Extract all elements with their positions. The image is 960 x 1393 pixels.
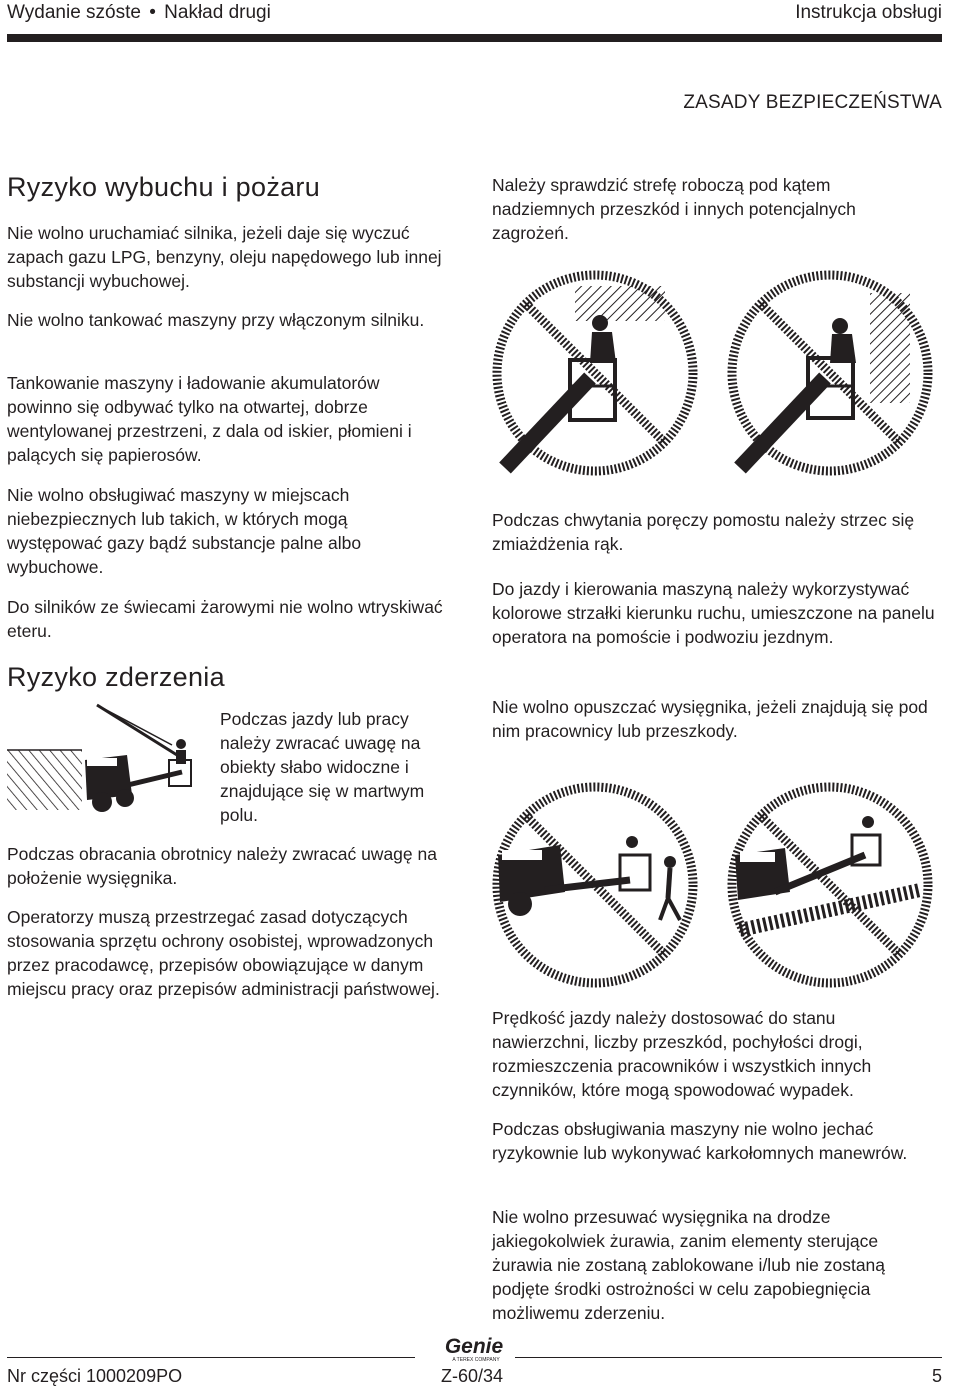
paragraph: Operatorzy muszą przestrzegać zasad dotyczących stosowania sprzętu ochrony osobistej, wprowadzonych przez pracodawcę, przepisów obowiązujące w danym miejscu pracy oraz przepisów administracji państwowej. — [7, 907, 440, 999]
section-label: ZASADY BEZPIECZEŃSTWA — [683, 92, 942, 113]
no-sign-icon — [497, 275, 693, 471]
footer-rule-left — [7, 1357, 415, 1358]
logo-word: Genie — [444, 1335, 504, 1358]
heading-fire-risk: Ryzyko wybuchu i pożaru — [7, 172, 321, 202]
paragraph: Podczas jazdy lub pracy należy zwracać uwagę na obiekty słabo widoczne i znajdujące się w martwym polu. — [220, 709, 425, 825]
paragraph: Prędkość jazdy należy dostosować do stanu nawierzchni, liczby przeszkód, pochyłości drogi, rozmieszczenia pracowników i wszystkich innych czynników, które mogą spowodować wypadek. — [492, 1008, 872, 1100]
blind-spot-illustration — [7, 700, 212, 815]
paragraph: Do silników ze świecami żarowymi nie wolno wtryskiwać eteru. — [7, 597, 443, 641]
paragraph: Do jazdy i kierowania maszyną należy wykorzystywać kolorowe strzałki kierunku ruchu, umieszczone na panelu operatora na pomoście i podwoziu jezdnym. — [492, 579, 935, 647]
no-sign-icon — [497, 787, 693, 983]
footer-part-number: Nr części 1000209PO — [7, 1366, 183, 1386]
footer-rule-right — [515, 1357, 942, 1358]
footer-model: Z-60/34 — [440, 1366, 504, 1386]
paragraph: Nie wolno przesuwać wysięgnika na drodze jakiegokolwiek żurawia, zanim elementy sterujące żurawia nie zostaną zablokowane i/lub nie zostaną podjęte środki ostrożności w celu zapobiegnięcia możliwemu zderzeniu. — [492, 1207, 886, 1323]
prohibition-illustrations-workers — [490, 780, 940, 990]
paragraph: Nie wolno obsługiwać maszyny w miejscach niebezpiecznych lub takich, w których mogą występować gazy bądź substancje palne albo wybuchowe. — [7, 485, 362, 577]
genie-logo — [428, 1333, 520, 1363]
no-sign-icon — [732, 787, 928, 983]
logo-tagline: A TEREX COMPANY — [452, 1357, 500, 1363]
footer-page-number: 5 — [931, 1366, 942, 1386]
paragraph: Nie wolno tankować maszyny przy włączonym silniku. — [7, 310, 425, 330]
header-edition — [7, 2, 271, 24]
paragraph: Tankowanie maszyny i ładowanie akumulatorów powinno się odbywać tylko na otwartej, dobrze wentylowanej przestrzeni, z dala od iskier, płomieni i palących się papierosów. — [7, 373, 412, 465]
printing-text: Nakład drugi — [164, 2, 271, 23]
edition-text: Wydanie szóste — [7, 2, 141, 23]
prohibition-illustrations-overhead — [490, 268, 940, 478]
paragraph: Nie wolno opuszczać wysięgnika, jeżeli znajdują się pod nim pracownicy lub przeszkody. — [492, 697, 928, 741]
bullet-separator: • — [149, 2, 156, 23]
header-manual-title: Instrukcja obsługi — [795, 2, 942, 23]
paragraph: Podczas obracania obrotnicy należy zwracać uwagę na położenie wysięgnika. — [7, 844, 437, 888]
paragraph: Podczas chwytania poręczy pomostu należy strzec się zmiażdżenia rąk. — [492, 510, 915, 554]
heading-collision-risk: Ryzyko zderzenia — [7, 662, 225, 692]
no-sign-icon — [732, 275, 928, 471]
paragraph: Należy sprawdzić strefę roboczą pod kątem nadziemnych przeszkód i innych potencjalnych zagrożeń. — [492, 175, 856, 243]
paragraph: Nie wolno uruchamiać silnika, jeżeli daje się wyczuć zapach gazu LPG, benzyny, oleju napędowego lub innej substancji wybuchowej. — [7, 223, 442, 291]
paragraph: Podczas obsługiwania maszyny nie wolno jechać ryzykownie lub wykonywać karkołomnych manewrów. — [492, 1119, 908, 1163]
header-rule — [7, 34, 942, 42]
